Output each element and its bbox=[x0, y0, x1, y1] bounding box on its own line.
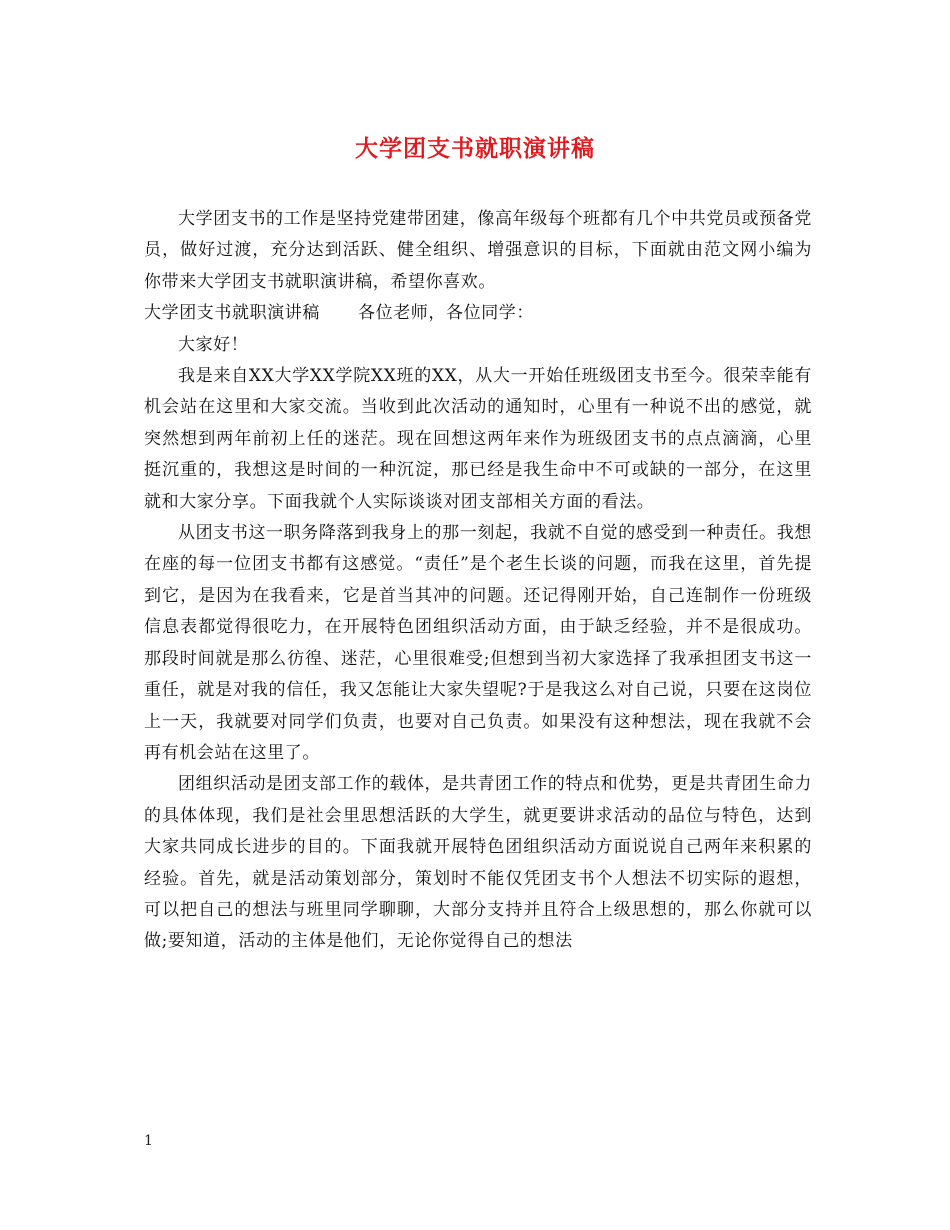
salutation: 各位老师，各位同学： bbox=[358, 303, 534, 324]
speech-title-label: 大学团支书就职演讲稿 bbox=[144, 303, 320, 324]
heading-line bbox=[144, 298, 812, 329]
document-body bbox=[144, 204, 812, 958]
greeting-paragraph: 大家好！ bbox=[178, 334, 249, 355]
page-number: 1 bbox=[144, 1133, 153, 1149]
document-title: 大学团支书就职演讲稿 bbox=[355, 135, 595, 162]
body-paragraph-3: 团组织活动是团支部工作的载体，是共青团工作的特点和优势，更是共青团生命力的具体体现，我们是社会里思想活跃的大学生，就更要讲求活动的品位与特色，达到大家共同成长进步的目的。下面我就开展特色团组织活动方面说说自己两年来积累的经验。首先，就是活动策划部分，策划时不能仅凭团支书个人想法不切实际的遐想，可以把自己的想法与班里同学聊聊，大部分支持并且符合上级思想的，那么你就可以做;要知道，活动的主体是他们，无论你觉得自己的想法 bbox=[144, 774, 812, 952]
intro-paragraph: 大学团支书的工作是坚持党建带团建，像高年级每个班都有几个中共党员或预备党员，做好过渡，充分达到活跃、健全组织、增强意识的目标，下面就由范文网小编为你带来大学团支书就职演讲稿，希望你喜欢。 bbox=[144, 209, 812, 292]
body-paragraph-1: 我是来自XX大学XX学院XX班的XX，从大一开始任班级团支书至今。很荣幸能有机会站在这里和大家交流。当收到此次活动的通知时，心里有一种说不出的感觉，就突然想到两年前初上任的迷茫。现在回想这两年来作为班级团支书的点点滴滴，心里挺沉重的，我想这是时间的一种沉淀，那已经是我生命中不可或缺的一部分，在这里就和大家分享。下面我就个人实际谈谈对团支部相关方面的看法。 bbox=[144, 366, 812, 512]
body-paragraph-2: 从团支书这一职务降落到我身上的那一刻起，我就不自觉的感受到一种责任。我想在座的每一位团支书都有这感觉。“责任”是个老生长谈的问题，而我在这里，首先提到它，是因为在我看来，它是首当其冲的问题。还记得刚开始，自己连制作一份班级信息表都觉得很吃力，在开展特色团组织活动方面，由于缺乏经验，并不是很成功。那段时间就是那么彷徨、迷茫，心里很难受;但想到当初大家选择了我承担团支书这一重任，就是对我的信任，我又怎能让大家失望呢?于是我这么对自己说，只要在这岗位上一天，我就要对同学们负责，也要对自己负责。如果没有这种想法，现在我就不会再有机会站在这里了。 bbox=[144, 523, 812, 763]
